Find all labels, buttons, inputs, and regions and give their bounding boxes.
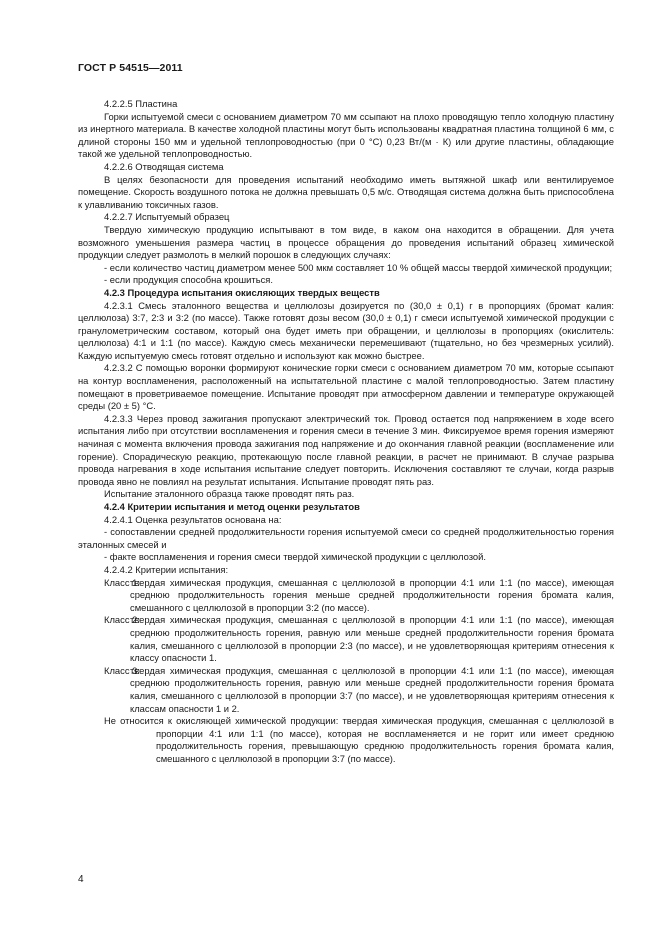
clause-heading: 4.2.2.7 Испытуемый образец: [104, 211, 230, 223]
section-heading: 4.2.3 Процедура испытания окисляющих твердых веществ: [104, 286, 380, 298]
list-item: - если продукция способна крошиться.: [104, 274, 273, 286]
clause-heading: 4.2.4.2 Критерии испытания:: [104, 563, 229, 575]
document-body: [78, 98, 614, 765]
paragraph: 4.2.3.3 Через провод зажигания пропускают электрический ток. Провод остается под напряжением в ходе всего испытания либо при отсутствии воспламенения и горения смеси в течение 3 мин. Фиксируемое время горения измеряют начиная с момента включения провода зажигания под напряжение и до окончания главной реакции (воспламенение или горение). Спорадическую реакцию, протекающую после главной реакции, в расчет не принимают. В случае разрыва провода нагревания в ходе испытания испытание следует повторить. Исключения составляют те случаи, когда разрыв провода явно не повлиял на результат испытания. Испытание проводят пять раз.: [78, 412, 614, 487]
clause-heading: 4.2.2.6 Отводящая система: [104, 160, 224, 172]
paragraph: В целях безопасности для проведения испытаний необходимо иметь вытяжной шкаф или вентилируемое помещение. Скорость воздушного потока не должна превышать 0,5 м/с. Отводящая система должна быть приспособлена к улавливанию токсичных газов.: [78, 173, 614, 210]
non-oxidizing-criterion: Не относится к окисляющей химической продукции: твердая химическая продукция, смешанная с целлюлозой в пропорции 4:1 или 1:1 (по массе), которая не воспламеняется и не горит или имеет среднюю продолжительность горения, превышающую среднюю продолжительность горения бромата калия, смешанного с целлюлозой в пропорции 3:7 (по массе).: [104, 715, 614, 764]
section-heading: 4.2.4 Критерии испытания и метод оценки результатов: [104, 501, 360, 512]
class-label: Класс 2:: [104, 614, 140, 626]
paragraph: Горки испытуемой смеси с основанием диаметром 70 мм ссыпают на плохо проводящую тепло холодную пластину из инертного материала. В качестве холодной пластины могут быть использованы квадратная пластина толщиной 6 мм, с длиной стороны 150 мм и удельной теплопроводностью (при 0 °С) 0,23 Вт/(м · К) или другие пластины, обладающие такой же удельной теплопроводностью.: [78, 110, 614, 160]
document-header: ГОСТ Р 54515—2011: [78, 62, 183, 74]
list-item: - сопоставлении средней продолжительности горения испытуемой смеси со средней продолжительностью горения эталонных смесей и: [78, 526, 614, 550]
paragraph: 4.2.3.2 С помощью воронки формируют конические горки смеси с основанием диаметром 70 мм, которые ссыпают на контур воспламенения, расположенный на испытательной пластине с малой теплопроводностью. Затем пластину помещают в проветриваемое помещение. Испытание проводят при атмосферном давлении и температуре окружающей среды (20 ± 5) °С.: [78, 362, 614, 412]
list-item: - факте воспламенения и горения смеси твердой химической продукции с целлюлозой.: [104, 551, 486, 563]
class-text: твердая химическая продукция, смешанная с целлюлозой в пропорции 4:1 или 1:1 (по массе), имеющая среднюю продолжительность горения, равную или меньше средней продолжительности горения бромата калия, смешанного с целлюлозой в пропорции 2:3 (по массе), и не удовлетворяющая критериям отнесения к классу опасности 1.: [130, 614, 614, 664]
class-text: твердая химическая продукция, смешанная с целлюлозой в пропорции 4:1 или 1:1 (по массе), имеющая среднюю продолжительность горения меньше средней продолжительности горения бромата калия, смешанного с целлюлозой в пропорции 3:2 (по массе).: [130, 576, 614, 613]
class-1-criterion: [78, 577, 614, 615]
class-text: твердая химическая продукция, смешанная с целлюлозой в пропорции 4:1 или 1:1 (по массе), имеющая среднюю продолжительность горения, равную или меньше средней продолжительности горения бромата калия, смешанного с целлюлозой в пропорции 3:7 (по массе), и не удовлетворяющая критериям отнесения к классам опасности 1 и 2.: [130, 664, 614, 714]
list-item: - если количество частиц диаметром менее 500 мкм составляет 10 % общей массы твердой химической продукции;: [104, 261, 613, 273]
page-number: 4: [78, 874, 84, 885]
class-label: Класс 1:: [104, 576, 140, 588]
paragraph: Испытание эталонного образца также проводят пять раз.: [104, 488, 355, 500]
class-2-criterion: [78, 614, 614, 664]
clause-heading: 4.2.4.1 Оценка результатов основана на:: [104, 513, 282, 525]
class-label: Класс 3:: [104, 664, 140, 676]
paragraph: Твердую химическую продукцию испытывают в том виде, в каком она находится в обращении. Для учета возможного уменьшения размера частиц в процессе обращения до проведения испытаний образец химической продукции следует размолоть в мелкий порошок в следующих случаях:: [78, 223, 614, 261]
paragraph: 4.2.3.1 Смесь эталонного вещества и целлюлозы дозируется по (30,0 ± 0,1) г в пропорциях (бромат калия: целлюлоза) 3:7, 2:3 и 3:2 (по массе). Также готовят дозы весом (30,0 ± 0,1) г смеси испытуемой химической продукции с гранулометрическим составом, который она будет иметь при обращении, и целлюлозы в пропорциях (окислитель: целлюлоза) 4:1 и 1:1 (по массе). Каждую смесь механически перемешивают (тщательно, но без чрезмерных усилий). Каждую испытуемую смесь готовят отдельно и используют как можно быстрее.: [78, 299, 614, 361]
clause-heading: 4.2.2.5 Пластина: [104, 98, 178, 109]
class-3-criterion: [78, 665, 614, 715]
